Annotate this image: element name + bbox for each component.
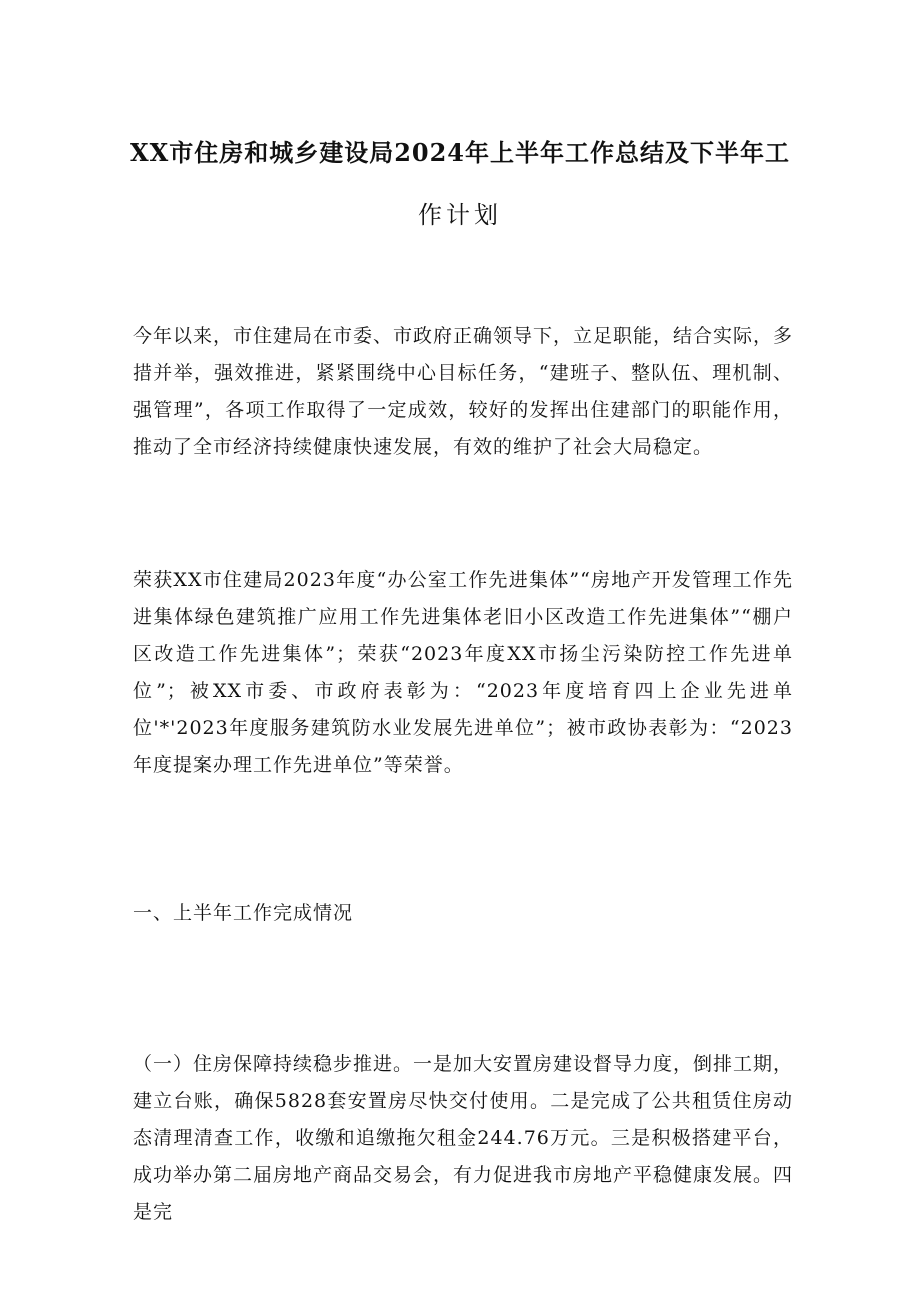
intro-paragraph: 今年以来，市住建局在市委、市政府正确领导下，立足职能，结合实际，多措并举，强效推进，紧紧围绕中心目标任务，“建班子、整队伍、理机制、强管理”，各项工作取得了一定成效，较好的发挥出住建部门的职能作用，推动了全市经济持续健康快速发展，有效的维护了社会大局稳定。 bbox=[133, 325, 794, 458]
document-title-line-2: 作计划 bbox=[418, 201, 502, 229]
section-paragraph: （一）住房保障持续稳步推进。一是加大安置房建设督导力度，倒排工期，建立台账，确保5828套安置房尽快交付使用。二是完成了公共租赁住房动态清理清查工作，收缴和追缴拖欠租金244.76万元。三是积极搭建平台，成功举办第二届房地产商品交易会，有力促进我市房地产平稳健康发展。四是完 bbox=[133, 1053, 794, 1223]
honors-paragraph: 荣获XX市住建局2023年度“办公室工作先进集体”“房地产开发管理工作先进集体绿色建筑推广应用工作先进集体老旧小区改造工作先进集体”“棚户区改造工作先进集体”；荣获“2023年度XX市扬尘污染防控工作先进单位”；被XX市委、市政府表彰为：“2023年度培育四上企业先进单位'*'2023年度服务建筑防水业发展先进单位”；被市政协表彰为：“2023年度提案办理工作先进单位”等荣誉。 bbox=[133, 569, 793, 776]
document-title-line-1: XX市住房和城乡建设局2024年上半年工作总结及下半年工 bbox=[129, 138, 791, 167]
section-heading: 一、上半年工作完成情况 bbox=[133, 902, 354, 924]
